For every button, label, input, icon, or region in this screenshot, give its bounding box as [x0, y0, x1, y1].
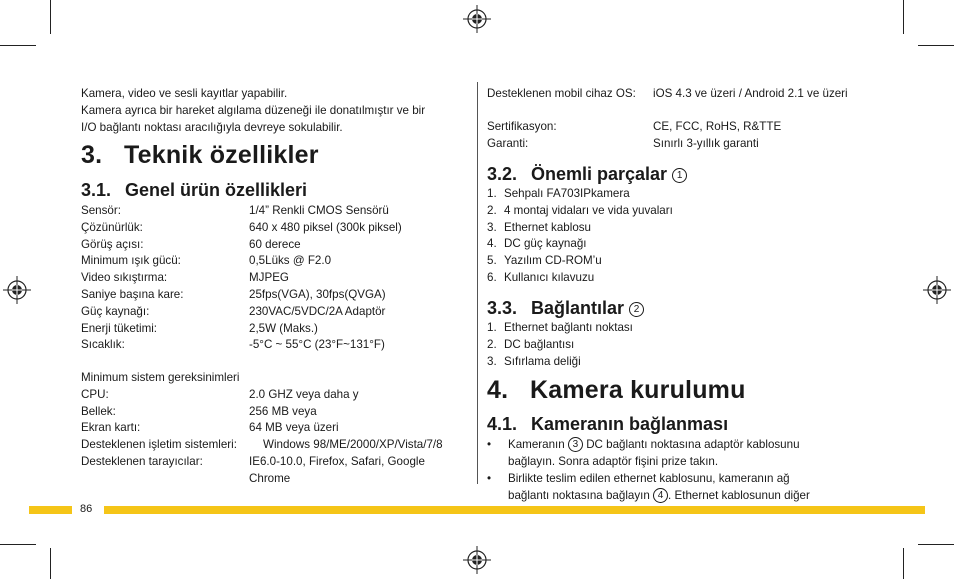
list-number: 1.	[487, 187, 497, 200]
list-item	[487, 203, 673, 220]
footer-bar-right	[104, 506, 925, 514]
bullet-text-part: . Ethernet kablosunun diğer	[668, 488, 810, 502]
spec-label: Çözünürlük:	[81, 220, 143, 234]
list-item	[487, 320, 633, 337]
crop-mark	[918, 544, 954, 545]
crop-mark	[903, 0, 904, 34]
sysreq-title: Minimum sistem gereksinimleri	[81, 371, 240, 384]
spec-value: 0,5Lüks @ F2.0	[249, 254, 332, 268]
list-item	[487, 270, 673, 287]
spec-label: Video sıkıştırma:	[81, 271, 168, 285]
spec-value: iOS 4.3 ve üzeri / Android 2.1 ve üzeri	[653, 87, 848, 100]
registration-mark-icon	[3, 276, 31, 304]
spec-value: 2.0 GHZ veya daha y	[249, 387, 359, 401]
spec-value: 64 MB veya üzeri	[249, 421, 339, 435]
section-title: Bağlantılar	[531, 298, 625, 318]
crop-mark	[50, 548, 51, 579]
bullet-item	[487, 471, 887, 505]
section-number: 3.	[81, 141, 103, 169]
bullet-text	[508, 488, 810, 505]
spec-value: IE6.0-10.0, Firefox, Safari, Google	[249, 455, 425, 468]
spec-value: MJPEG	[249, 271, 289, 285]
section-title: Teknik özellikler	[124, 141, 319, 169]
list-number: 2.	[487, 203, 497, 217]
section-4-heading	[487, 376, 746, 405]
spec-value: 60 derece	[249, 237, 301, 251]
spec-label: Garanti:	[487, 136, 529, 150]
spec-table	[81, 203, 471, 363]
column-divider	[477, 82, 478, 484]
bullet-icon: •	[487, 438, 492, 451]
spec-label: Sıcaklık:	[81, 338, 125, 352]
page-number: 86	[80, 503, 93, 515]
list-item	[487, 253, 673, 270]
section-number: 3.3.	[487, 298, 518, 318]
mobile-spec	[487, 86, 887, 106]
spec-label: Sertifikasyon:	[487, 120, 557, 133]
reference-number-badge: 1	[672, 168, 687, 183]
section-number: 4.1.	[487, 414, 518, 434]
parts-list	[487, 186, 673, 287]
spec-label: Bellek:	[81, 404, 116, 418]
spec-value: 1/4” Renkli CMOS Sensörü	[249, 204, 389, 217]
list-item	[487, 337, 633, 354]
bullet-text	[508, 437, 800, 454]
list-item	[487, 220, 673, 237]
section-3-2-heading	[487, 164, 687, 185]
section-3-1-heading	[81, 180, 307, 201]
connections-list	[487, 320, 633, 370]
footer-bar-left	[29, 506, 72, 514]
spec-value: 256 MB veya	[249, 404, 317, 418]
spec-label: Desteklenen mobil cihaz OS:	[487, 87, 636, 100]
list-item	[487, 236, 673, 253]
spec-label: Görüş açısı:	[81, 237, 144, 251]
list-text: Sehpalı FA703IPkamera	[504, 187, 630, 200]
list-number: 6.	[487, 270, 497, 284]
registration-mark-icon	[463, 5, 491, 33]
list-text: Ethernet bağlantı noktası	[504, 321, 633, 334]
spec-value: 25fps(VGA), 30fps(QVGA)	[249, 288, 386, 301]
bullet-text-part: bağlantı noktasına bağlayın	[508, 488, 650, 502]
list-item	[487, 354, 633, 371]
section-title: Önemli parçalar	[531, 164, 668, 184]
reference-number-badge: 2	[629, 302, 644, 317]
intro-line: I/O bağlantı noktası aracılığıyla devreye sokulabilir.	[81, 120, 343, 134]
intro-line: Kamera, video ve sesli kayıtlar yapabilir.	[81, 87, 288, 100]
spec-value: Windows 98/ME/2000/XP/Vista/7/8	[263, 438, 443, 452]
spec-value: 2,5W (Maks.)	[249, 321, 318, 335]
reference-number-badge: 4	[653, 488, 668, 503]
list-number: 4.	[487, 237, 497, 251]
section-title: Kameranın bağlanması	[531, 414, 729, 434]
list-text: Sıfırlama deliği	[504, 354, 581, 368]
spec-value: Chrome	[249, 471, 291, 485]
spec-label: Güç kaynağı:	[81, 304, 150, 318]
intro-text	[81, 86, 471, 136]
sysreq-table	[81, 370, 471, 490]
spec-value: 640 x 480 piksel (300k piksel)	[249, 220, 402, 234]
spec-label: Ekran kartı:	[81, 421, 141, 435]
crop-mark	[903, 548, 904, 579]
section-4-1-heading	[487, 414, 728, 435]
list-text: Ethernet kablosu	[504, 220, 592, 234]
list-number: 1.	[487, 321, 497, 334]
spec-label: Desteklenen tarayıcılar:	[81, 455, 203, 468]
registration-mark-icon	[463, 546, 491, 574]
list-text: DC güç kaynağı	[504, 237, 587, 251]
spec-value: -5°C ~ 55°C (23°F~131°F)	[249, 338, 385, 352]
spec-label: Sensör:	[81, 204, 121, 217]
section-3-3-heading	[487, 298, 644, 319]
crop-mark	[918, 45, 954, 46]
reference-number-badge: 3	[568, 437, 583, 452]
list-number: 3.	[487, 220, 497, 234]
bullet-icon: •	[487, 472, 492, 485]
spec-label: Minimum ışık gücü:	[81, 254, 181, 268]
list-number: 5.	[487, 254, 497, 268]
list-text: DC bağlantısı	[504, 337, 575, 351]
list-text: Kullanıcı kılavuzu	[504, 270, 595, 284]
crop-mark	[0, 544, 36, 545]
bullet-text-part: Kameranın	[508, 438, 565, 451]
spec-label: Desteklenen işletim sistemleri:	[81, 438, 237, 452]
bullet-text: bağlayın. Sonra adaptör fişini prize takın.	[508, 454, 719, 468]
list-number: 3.	[487, 354, 497, 368]
section-number: 3.2.	[487, 164, 518, 184]
crop-mark	[0, 45, 36, 46]
list-item	[487, 186, 673, 203]
section-number: 4.	[487, 376, 509, 404]
section-title: Genel ürün özellikleri	[125, 180, 308, 200]
bullet-text-part: DC bağlantı noktasına adaptör kablosunu	[586, 438, 800, 451]
registration-mark-icon	[923, 276, 951, 304]
spec-label: CPU:	[81, 387, 109, 401]
intro-line: Kamera ayrıca bir hareket algılama düzeneği ile donatılmıştır ve bir	[81, 103, 426, 117]
list-text: 4 montaj vidaları ve vida yuvaları	[504, 203, 673, 217]
list-number: 2.	[487, 337, 497, 351]
crop-mark	[50, 0, 51, 34]
spec-value: Sınırlı 3-yıllık garanti	[653, 136, 759, 150]
cert-spec	[487, 119, 887, 159]
bullet-text: Birlikte teslim edilen ethernet kablosunu, kameranın ağ	[508, 472, 790, 485]
spec-value: CE, FCC, RoHS, R&TTE	[653, 120, 782, 133]
list-text: Yazılım CD-ROM’u	[504, 254, 602, 268]
spec-label: Enerji tüketimi:	[81, 321, 158, 335]
spec-value: 230VAC/5VDC/2A Adaptör	[249, 304, 386, 318]
section-number: 3.1.	[81, 180, 112, 200]
spec-label: Saniye başına kare:	[81, 288, 184, 301]
bullet-item	[487, 437, 887, 471]
section-3-heading	[81, 141, 319, 170]
section-title: Kamera kurulumu	[530, 376, 746, 404]
